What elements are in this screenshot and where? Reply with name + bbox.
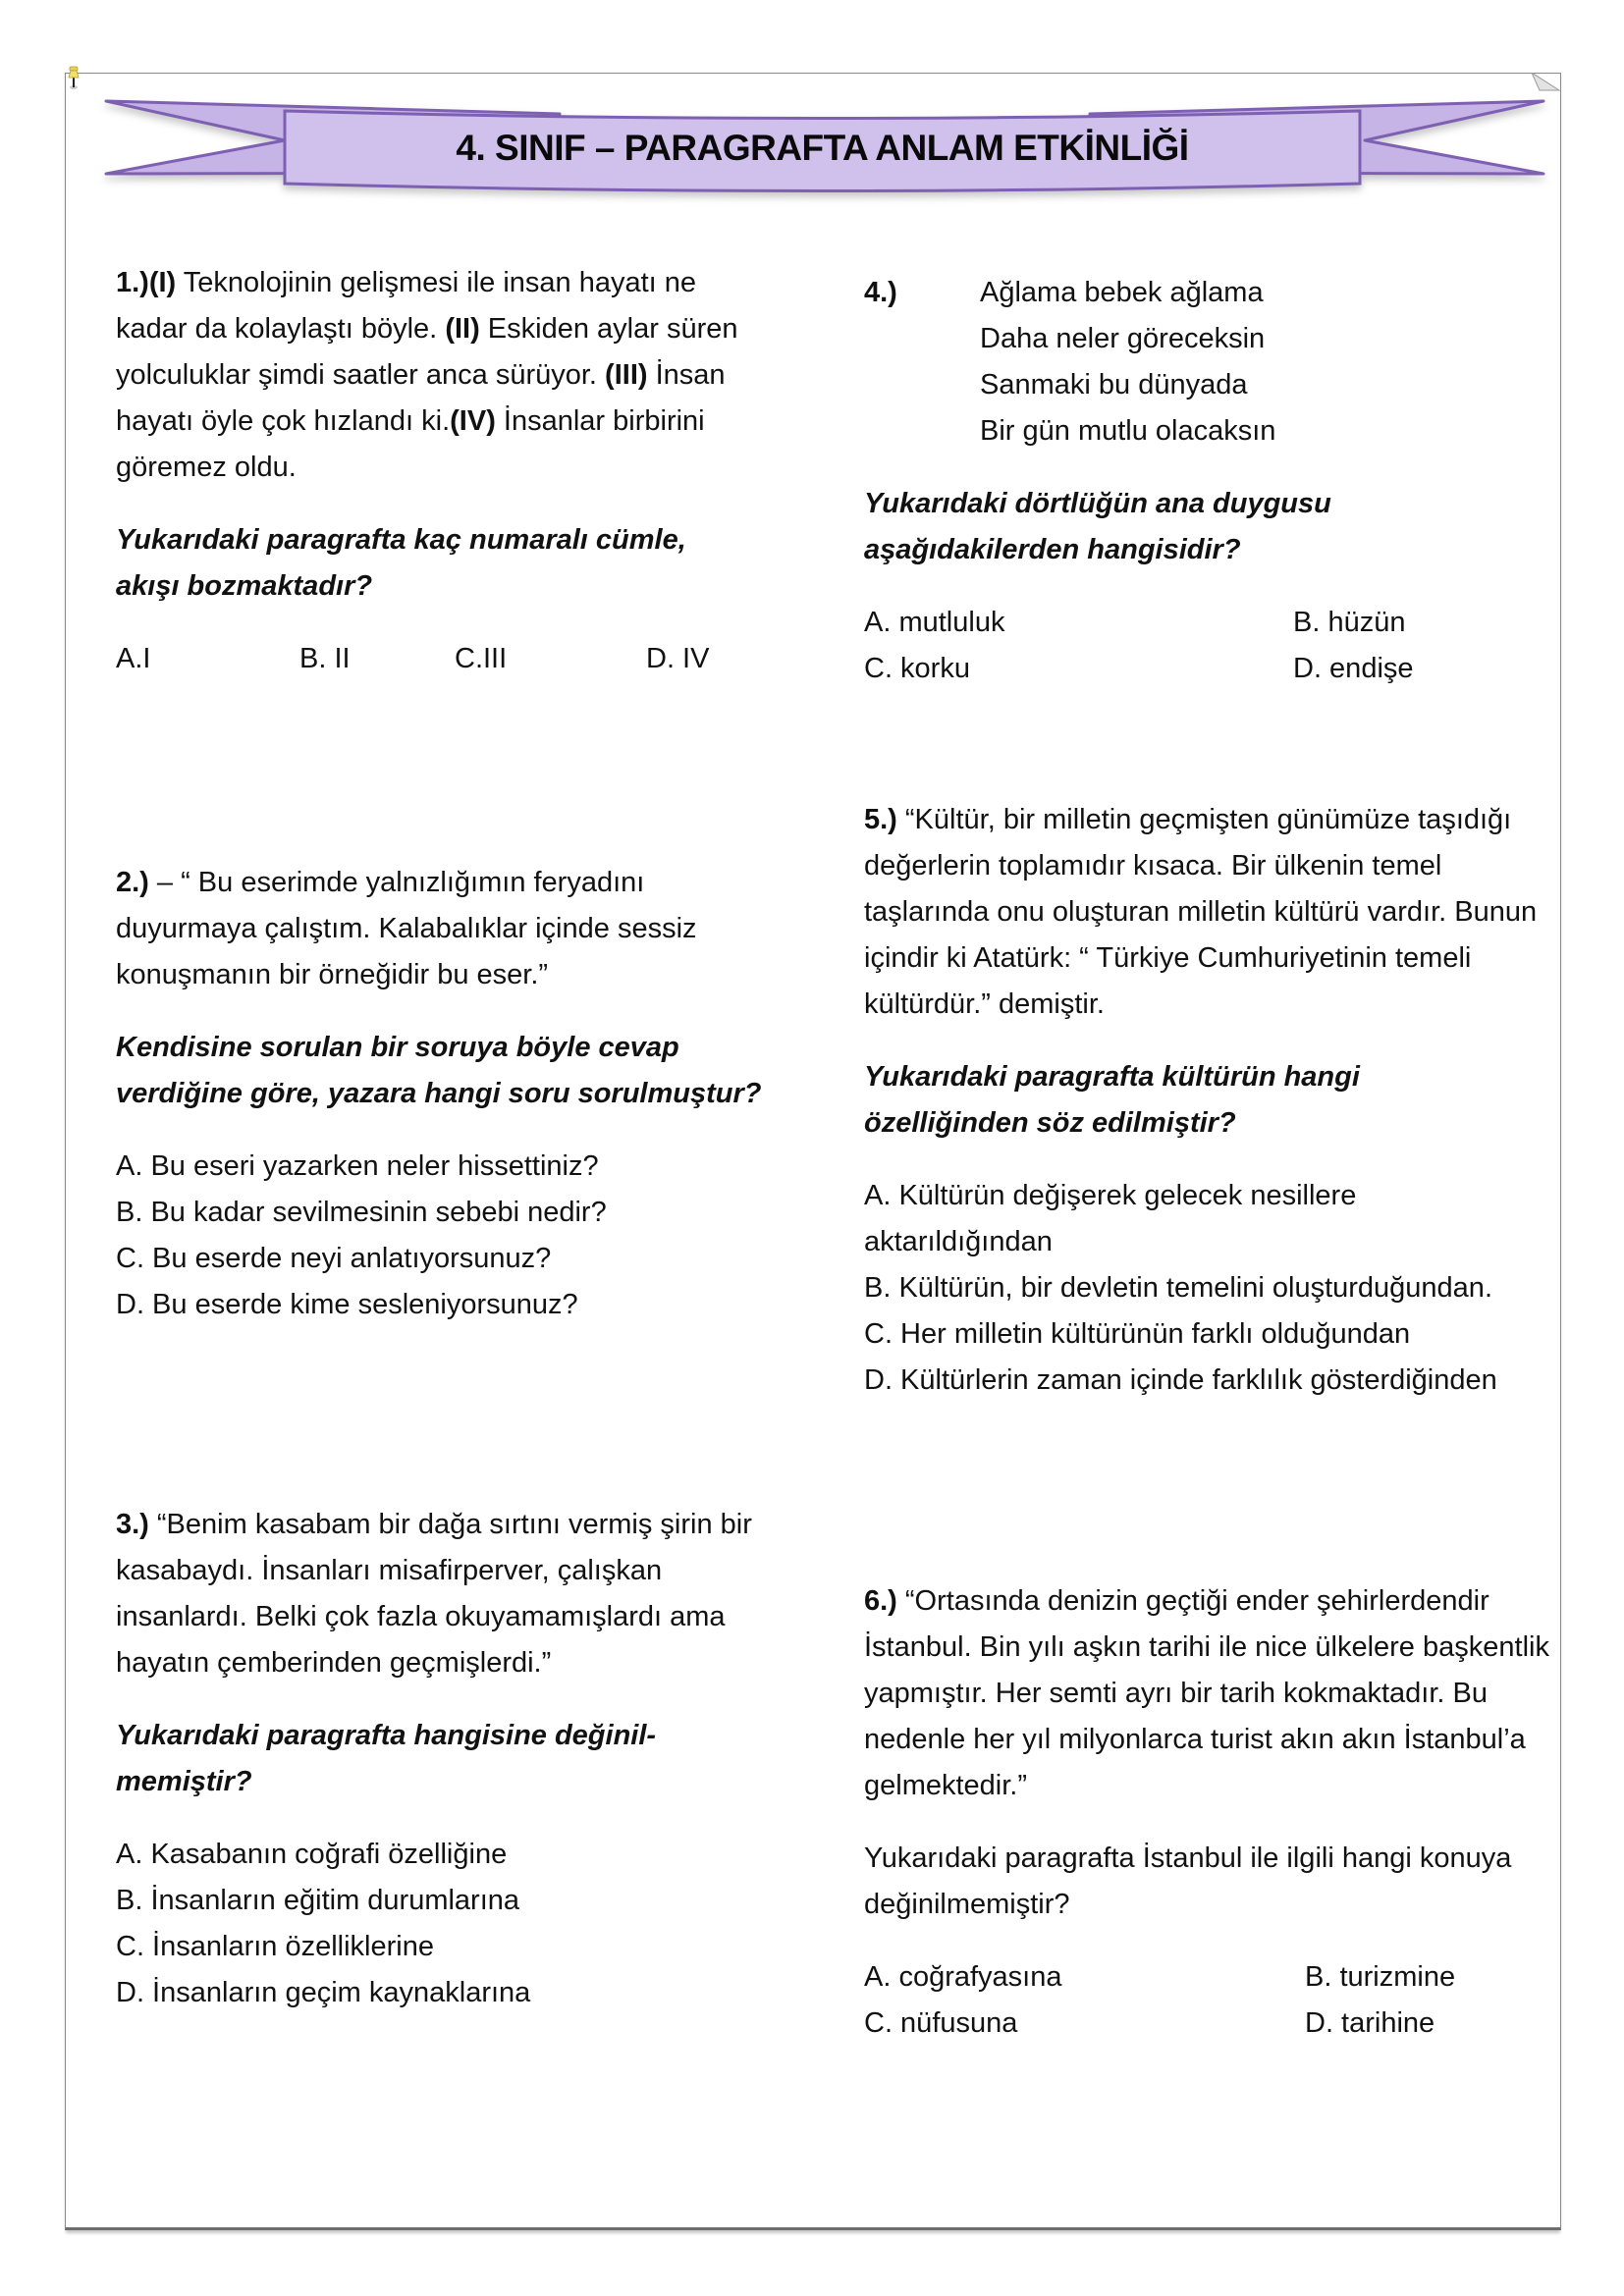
option-d[interactable]: D. endişe xyxy=(1293,653,1414,684)
option-c[interactable]: C. Her milletin kültürünün farklı olduğundan xyxy=(864,1318,1411,1350)
option-b[interactable]: B. Bu kadar sevilmesinin sebebi nedir? xyxy=(116,1197,607,1228)
question-5-paragraph: 5.) “Kültür, bir milletin geçmişten günümüze taşıdığı değerlerin toplamıdır kısaca. Bir ülkenin temel taşlarında onu oluşturan milletin kültürü vardır. Bunun içindir ki Atatürk: “ Türkiye Cumhuriyetinin temeli kültürdür.” demiştir. xyxy=(864,804,1538,1020)
question-4 xyxy=(864,270,1542,692)
option-a[interactable]: A. Kültürün değişerek gelecek nesillere aktarıldığından xyxy=(864,1180,1357,1257)
question-1-paragraph: 1.)(I) Teknolojinin gelişmesi ile insan hayatı ne kadar da kolaylaştı böyle. (II) Eskiden aylar süren yolculuklar şimdi saatler anca sürüyor. (III) İnsan hayatı öyle çok hızlandı ki.(IV) İnsanlar birbirini göremez oldu. xyxy=(116,267,738,483)
poem-line: Sanmaki bu dünyada xyxy=(980,369,1248,400)
question-5-prompt: Yukarıdaki paragrafta kültürün hangi özelliğinden söz edilmiştir? xyxy=(864,1061,1360,1139)
question-6 xyxy=(864,1578,1561,2047)
question-3-paragraph: 3.) “Benim kasabam bir dağa sırtını vermiş şirin bir kasabaydı. İnsanları misafirperver, çalışkan insanlardı. Belki çok fazla okuyamamışlardı ama hayatın çemberinden geçmişlerdi.” xyxy=(116,1509,752,1679)
option-a[interactable]: A. coğrafyasına xyxy=(864,1961,1062,1993)
option-b[interactable]: B. turizmine xyxy=(1305,1961,1456,1993)
poem-line: Bir gün mutlu olacaksın xyxy=(980,415,1276,447)
question-4-poem xyxy=(864,270,1542,454)
poem-line: Daha neler göreceksin xyxy=(980,323,1266,354)
option-a[interactable]: A.I xyxy=(116,643,151,674)
option-a[interactable]: A. Kasabanın coğrafi özelliğine xyxy=(116,1839,508,1870)
question-1-prompt: Yukarıdaki paragrafta kaç numaralı cümle, akışı bozmaktadır? xyxy=(116,524,686,602)
pushpin-icon xyxy=(67,65,81,90)
option-b[interactable]: B. İnsanların eğitim durumlarına xyxy=(116,1885,520,1916)
question-5 xyxy=(864,797,1571,1404)
option-c[interactable]: C.III xyxy=(455,643,508,674)
option-c[interactable]: C. korku xyxy=(864,653,970,684)
option-d[interactable]: D. IV xyxy=(646,643,710,674)
option-c[interactable]: C. İnsanların özelliklerine xyxy=(116,1931,434,1962)
option-b[interactable]: B. Kültürün, bir devletin temelini oluşturduğundan. xyxy=(864,1272,1492,1304)
option-a[interactable]: A. Bu eseri yazarken neler hissettiniz? xyxy=(116,1150,599,1182)
question-3-prompt: Yukarıdaki paragrafta hangisine değinil- memiştir? xyxy=(116,1720,657,1797)
option-d[interactable]: D. Bu eserde kime sesleniyorsunuz? xyxy=(116,1289,578,1320)
option-b[interactable]: B. hüzün xyxy=(1293,607,1406,638)
option-d[interactable]: D. tarihine xyxy=(1305,2007,1435,2039)
page-title: 4. SINIF – PARAGRAFTA ANLAM ETKİNLİĞİ xyxy=(456,128,1189,168)
option-d[interactable]: D. İnsanların geçim kaynaklarına xyxy=(116,1977,531,2008)
question-4-prompt: Yukarıdaki dörtlüğün ana duygusu aşağıdakilerden hangisidir? xyxy=(864,488,1331,565)
question-number: 1.) xyxy=(116,267,149,298)
question-number: 3.) xyxy=(116,1509,149,1540)
question-number: 6.) xyxy=(864,1585,897,1617)
question-1 xyxy=(116,260,774,682)
poem-line: Ağlama bebek ağlama xyxy=(980,277,1264,308)
question-6-prompt: Yukarıdaki paragrafta İstanbul ile ilgili hangi konuya değinilmemiştir? xyxy=(864,1842,1512,1920)
question-2-paragraph: 2.) – “ Bu eserimde yalnızlığımın feryadını duyurmaya çalıştım. Kalabalıklar içinde sessiz konuşmanın bir örneğidir bu eser.” xyxy=(116,867,697,990)
option-a[interactable]: A. mutluluk xyxy=(864,607,1005,638)
question-6-paragraph: 6.) “Ortasında denizin geçtiği ender şehirlerdendir İstanbul. Bin yılı aşkın tarihi ile nice ülkelere başkentlik yapmıştır. Her semti ayrı bir tarih kokmaktadır. Bu nedenle her yıl milyonlarca turist akın akın İstanbul’a gelmektedir.” xyxy=(864,1585,1549,1801)
question-2-prompt: Kendisine sorulan bir soruya böyle cevap verdiğine göre, yazara hangi soru sorulmuştur? xyxy=(116,1032,762,1109)
option-c[interactable]: C. nüfusuna xyxy=(864,2007,1018,2039)
question-2 xyxy=(116,860,774,1328)
question-3 xyxy=(116,1502,784,2016)
question-number: 5.) xyxy=(864,804,897,835)
option-b[interactable]: B. II xyxy=(299,643,351,674)
option-d[interactable]: D. Kültürlerin zaman içinde farklılık gösterdiğinden xyxy=(864,1364,1497,1396)
option-c[interactable]: C. Bu eserde neyi anlatıyorsunuz? xyxy=(116,1243,552,1274)
question-number: 2.) xyxy=(116,867,149,898)
question-number: 4.) xyxy=(864,277,897,308)
